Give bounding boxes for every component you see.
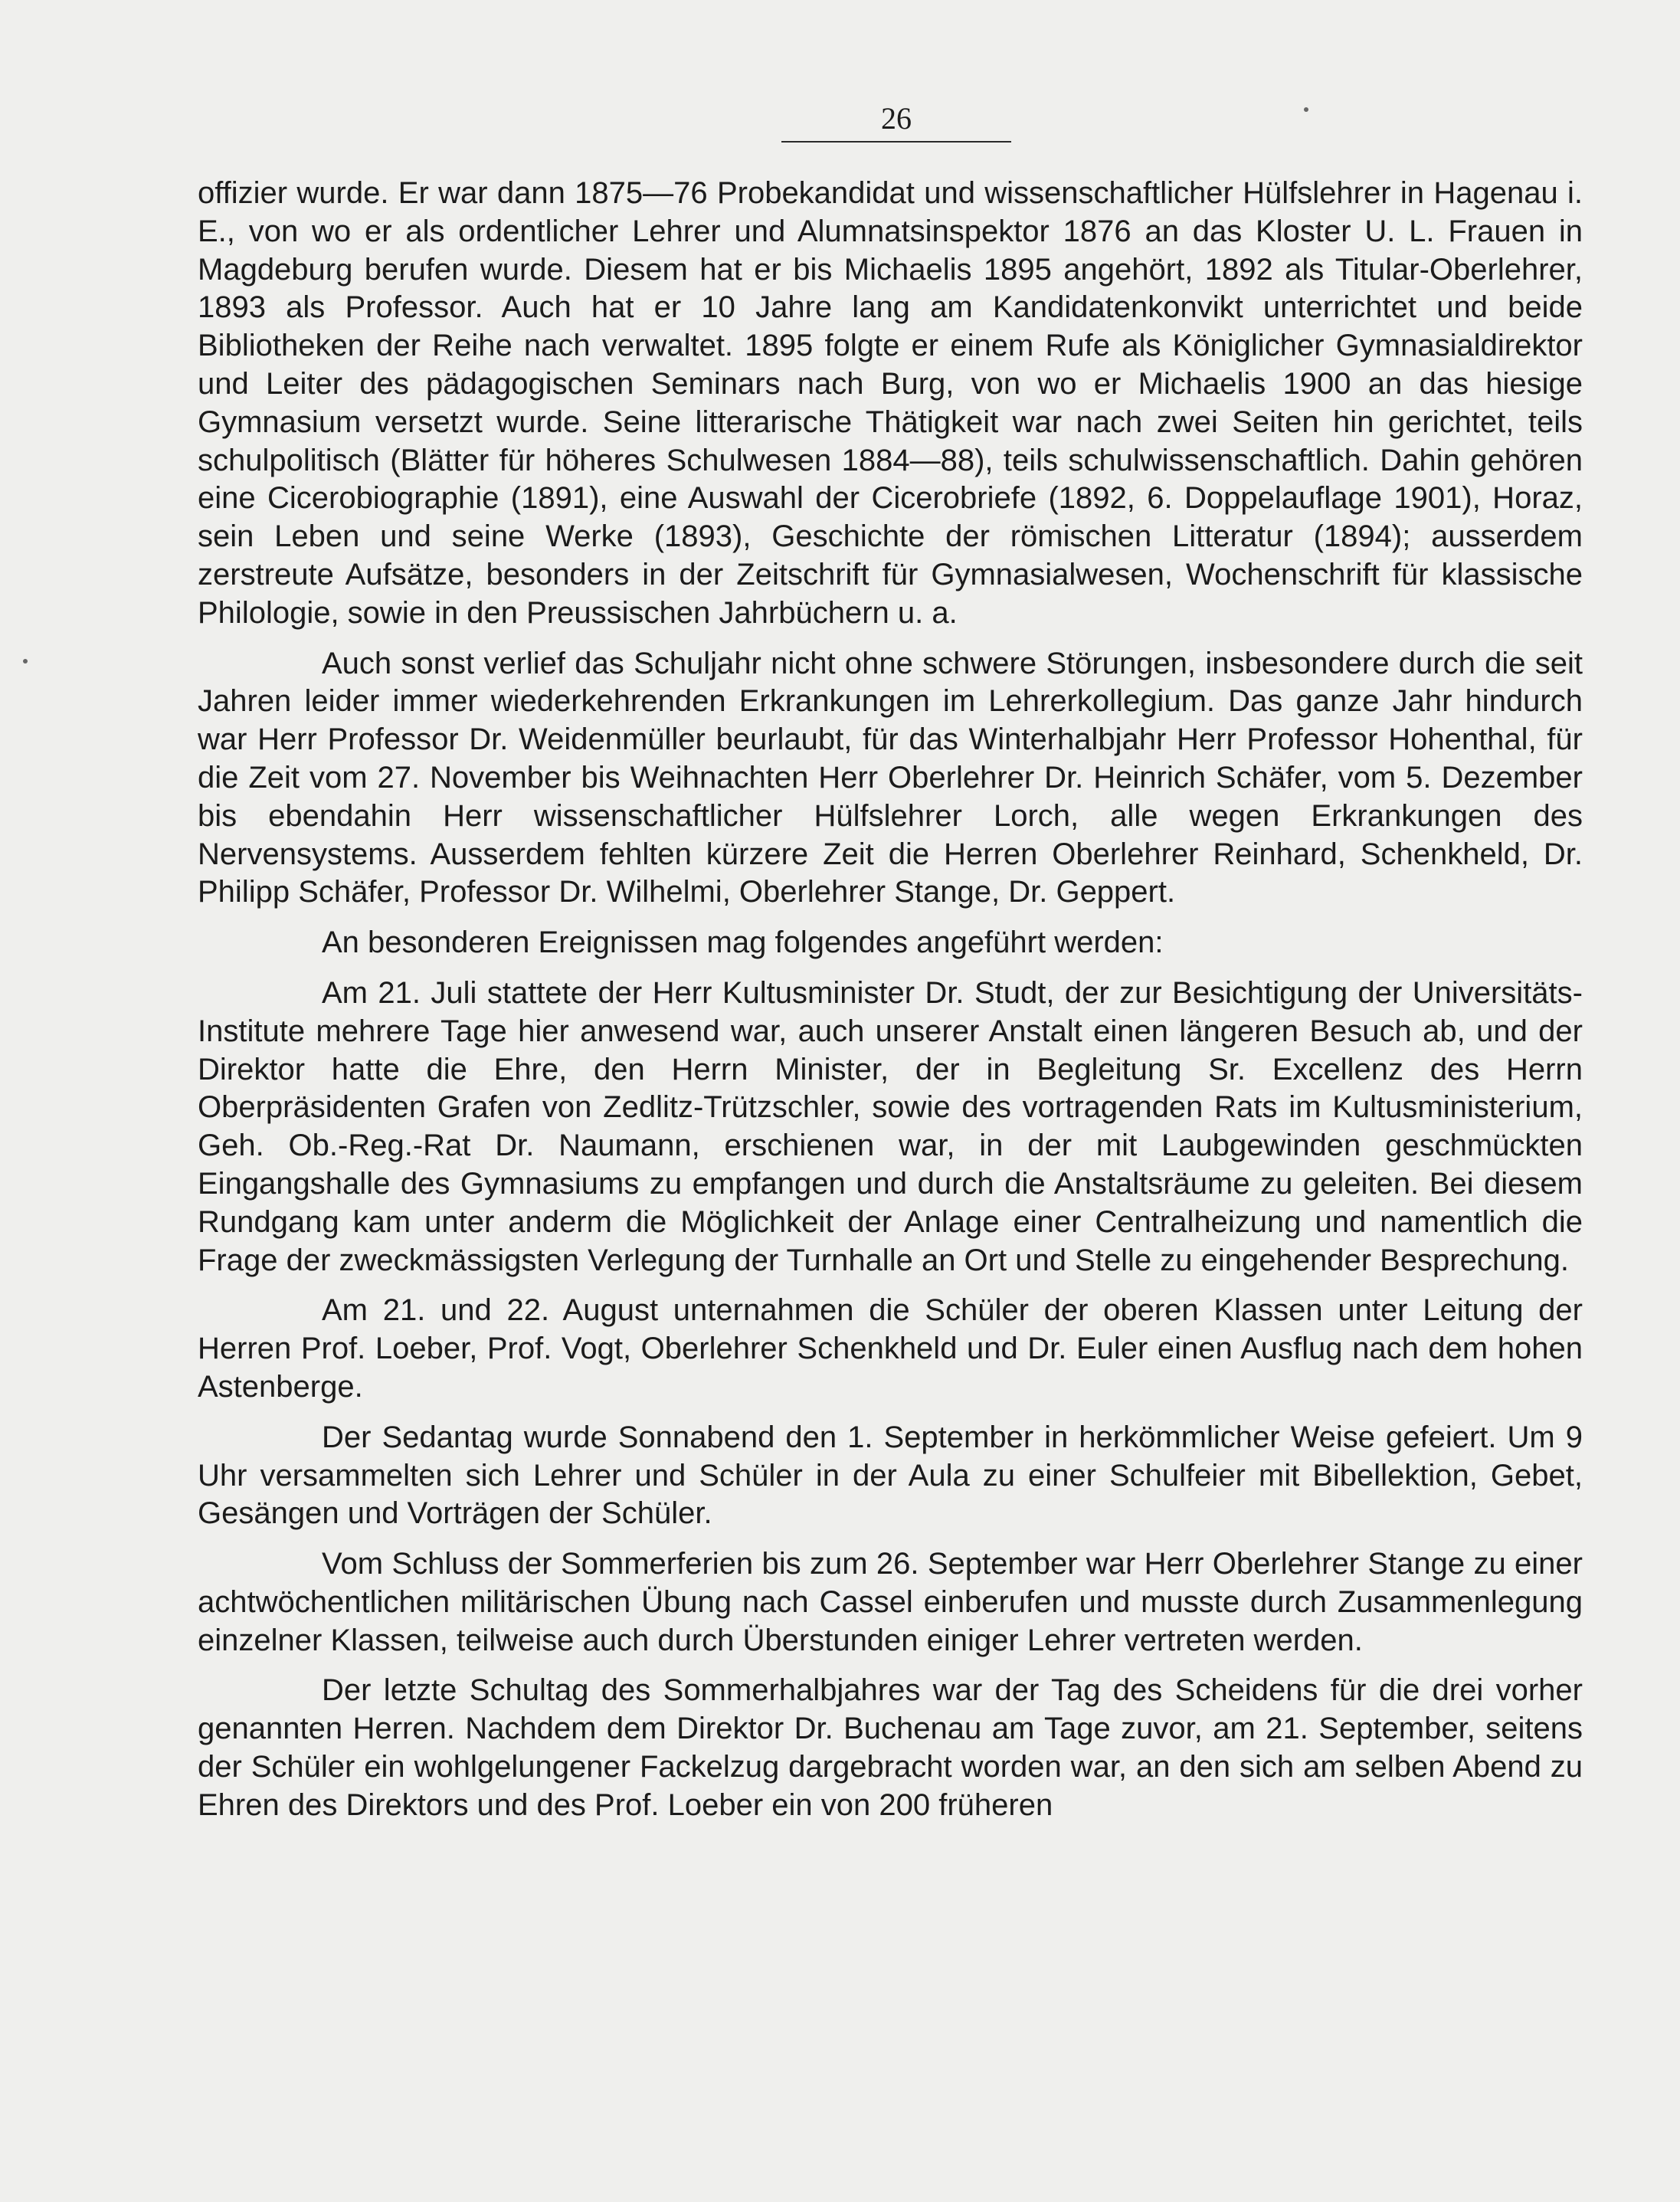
paragraph-excursion: Am 21. und 22. August unternahmen die Schüler der oberen Klassen unter Leitung der Herren Prof. Loeber, Prof. Vogt, Oberlehrer Schenkheld und Dr. Euler einen Ausflug nach dem hohen Astenberge. <box>198 1293 1583 1404</box>
paragraph-events-intro: An besonderen Ereignissen mag folgendes angeführt werden: <box>322 926 1164 960</box>
scan-speck <box>1304 107 1308 112</box>
scan-speck <box>23 659 28 664</box>
page-number-rule <box>781 141 1011 143</box>
paragraph-military-exercise: Vom Schluss der Sommerferien bis zum 26. September war Herr Oberlehrer Stange zu einer achtwöchentlichen militärischen Übung nach Cassel einberufen und musste durch Zusammenlegung einzelner Klassen, teilweise auch durch Überstunden einiger Lehrer vertreten werden. <box>198 1547 1583 1657</box>
paragraph-sedantag: Der Sedantag wurde Sonnabend den 1. September in herkömmlicher Weise gefeiert. Um 9 Uhr versammelten sich Lehrer und Schüler in der Aula zu einer Schulfeier mit Bibellektion, Gebet, Gesängen und Vorträgen der Schüler. <box>198 1420 1583 1531</box>
page-number: 26 <box>881 101 912 136</box>
paragraph-illnesses: Auch sonst verlief das Schuljahr nicht ohne schwere Störungen, insbesondere durch die seit Jahren leider immer wiederkehrenden Erkrankungen im Lehrerkollegium. Das ganze Jahr hindurch war Herr Professor Dr. Weidenmüller beurlaubt, für das Winterhalbjahr Herr Professor Hohenthal, für die Zeit vom 27. November bis Weihnachten Herr Oberlehrer Dr. Heinrich Schäfer, vom 5. Dezember bis ebendahin Herr wissenschaftlicher Hülfslehrer Lorch, alle wegen Erkrankungen des Nervensystems. Ausserdem fehlten kürzere Zeit die Herren Oberlehrer Reinhard, Schenkheld, Dr. Philipp Schäfer, Professor Dr. Wilhelmi, Oberlehrer Stange, Dr. Geppert. <box>198 646 1583 909</box>
paragraph-minister-visit: Am 21. Juli stattete der Herr Kultusminister Dr. Studt, der zur Besichtigung der Universitäts-Institute mehrere Tage hier anwesend war, auch unserer Anstalt einen längeren Besuch ab, und der Direktor hatte die Ehre, den Herrn Minister, der in Begleitung Sr. Excellenz des Herrn Oberpräsidenten Grafen von Zedlitz-Trützschler, sowie des vortragenden Rats im Kultusministerium, Geh. Ob.-Reg.-Rat Dr. Naumann, erschienen war, in der mit Laubgewinden geschmückten Eingangshalle des Gymnasiums zu empfangen und durch die Anstaltsräume zu geleiten. Bei diesem Rundgang kam unter anderm die Möglichkeit der Anlage einer Centralheizung und namentlich die Frage der zweckmässigsten Verlegung der Turnhalle an Ort und Stelle zu eingehender Besprechung. <box>198 975 1583 1277</box>
paragraph-biography-continued: offizier wurde. Er war dann 1875—76 Probekandidat und wissenschaftlicher Hülfslehrer in Hagenau i. E., von wo er als ordentlicher Lehrer und Alumnatsinspektor 1876 an das Kloster U. L. Frauen in Magdeburg berufen wurde. Diesem hat er bis Michaelis 1895 angehört, 1892 als Titular-Oberlehrer, 1893 als Professor. Auch hat er 10 Jahre lang am Kandidatenkonvikt unterrichtet und beide Bibliotheken der Reihe nach verwaltet. 1895 folgte er einem Rufe als Königlicher Gymnasialdirektor und Leiter des pädagogischen Seminars nach Burg, von wo er Michaelis 1900 an das hiesige Gymnasium versetzt wurde. Seine litterarische Thätigkeit war nach zwei Seiten hin gerichtet, teils schulpolitisch (Blätter für höheres Schulwesen 1884—88), teils schulwissenschaftlich. Dahin gehören eine Cicerobiographie (1891), eine Auswahl der Cicerobriefe (1892, 6. Doppelauflage 1901), Horaz, sein Leben und seine Werke (1893), Geschichte der römischen Litteratur (1894); ausserdem zerstreute Aufsätze, besonders in der Zeitschrift für Gymnasialwesen, Wochenschrift für klassische Philologie, sowie in den Preussischen Jahrbüchern u. a. <box>198 176 1583 630</box>
body-text <box>198 175 1583 1825</box>
paragraph-last-school-day: Der letzte Schultag des Sommerhalbjahres war der Tag des Scheidens für die drei vorher genannten Herren. Nachdem dem Direktor Dr. Buchenau am Tage zuvor, am 21. September, seitens der Schüler ein wohlgelungener Fackelzug dargebracht worden war, an den sich am selben Abend zu Ehren des Direktors und des Prof. Loeber ein von 200 früheren <box>198 1673 1583 1822</box>
